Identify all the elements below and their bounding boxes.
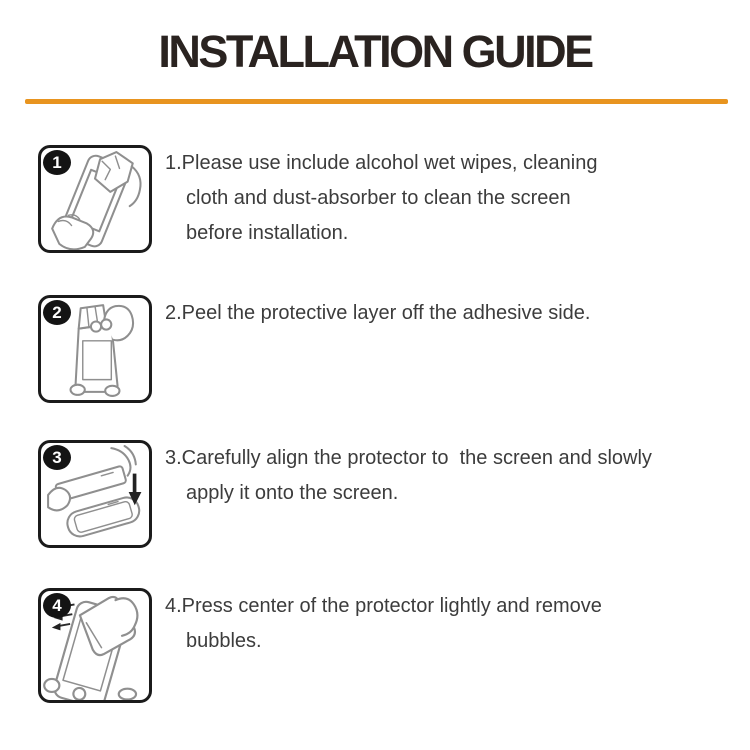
step-number-badge: 3 [43,445,71,470]
accent-divider [25,99,728,104]
step-text-line: cloth and dust-absorber to clean the screen [186,187,571,209]
step-text-line: 3.Carefully align the protector to the screen and slowly [165,447,652,469]
step-1-icon-box [38,145,152,253]
step-text [165,295,590,331]
step-text-line: 4.Press center of the protector lightly and remove [165,595,602,617]
step-4-icon-box [38,588,152,703]
step-row-2 [38,295,730,403]
step-text [165,440,652,511]
step-number-badge: 1 [43,150,71,175]
step-number-badge: 4 [43,593,71,618]
step-number-badge: 2 [43,300,71,325]
step-text-line: apply it onto the screen. [186,482,399,504]
step-row-1 [38,145,730,253]
step-2-icon-box [38,295,152,403]
step-row-4 [38,588,730,703]
step-text-line: 2.Peel the protective layer off the adhesive side. [165,302,591,324]
step-text [165,588,602,659]
step-3-icon-box [38,440,152,548]
page-title: INSTALLATION GUIDE [158,26,592,77]
step-text-line: bubbles. [186,630,262,652]
step-text [165,145,598,251]
step-text-line: before installation. [186,222,349,244]
step-text-line: 1.Please use include alcohol wet wipes, cleaning [165,152,598,174]
step-row-3 [38,440,730,548]
